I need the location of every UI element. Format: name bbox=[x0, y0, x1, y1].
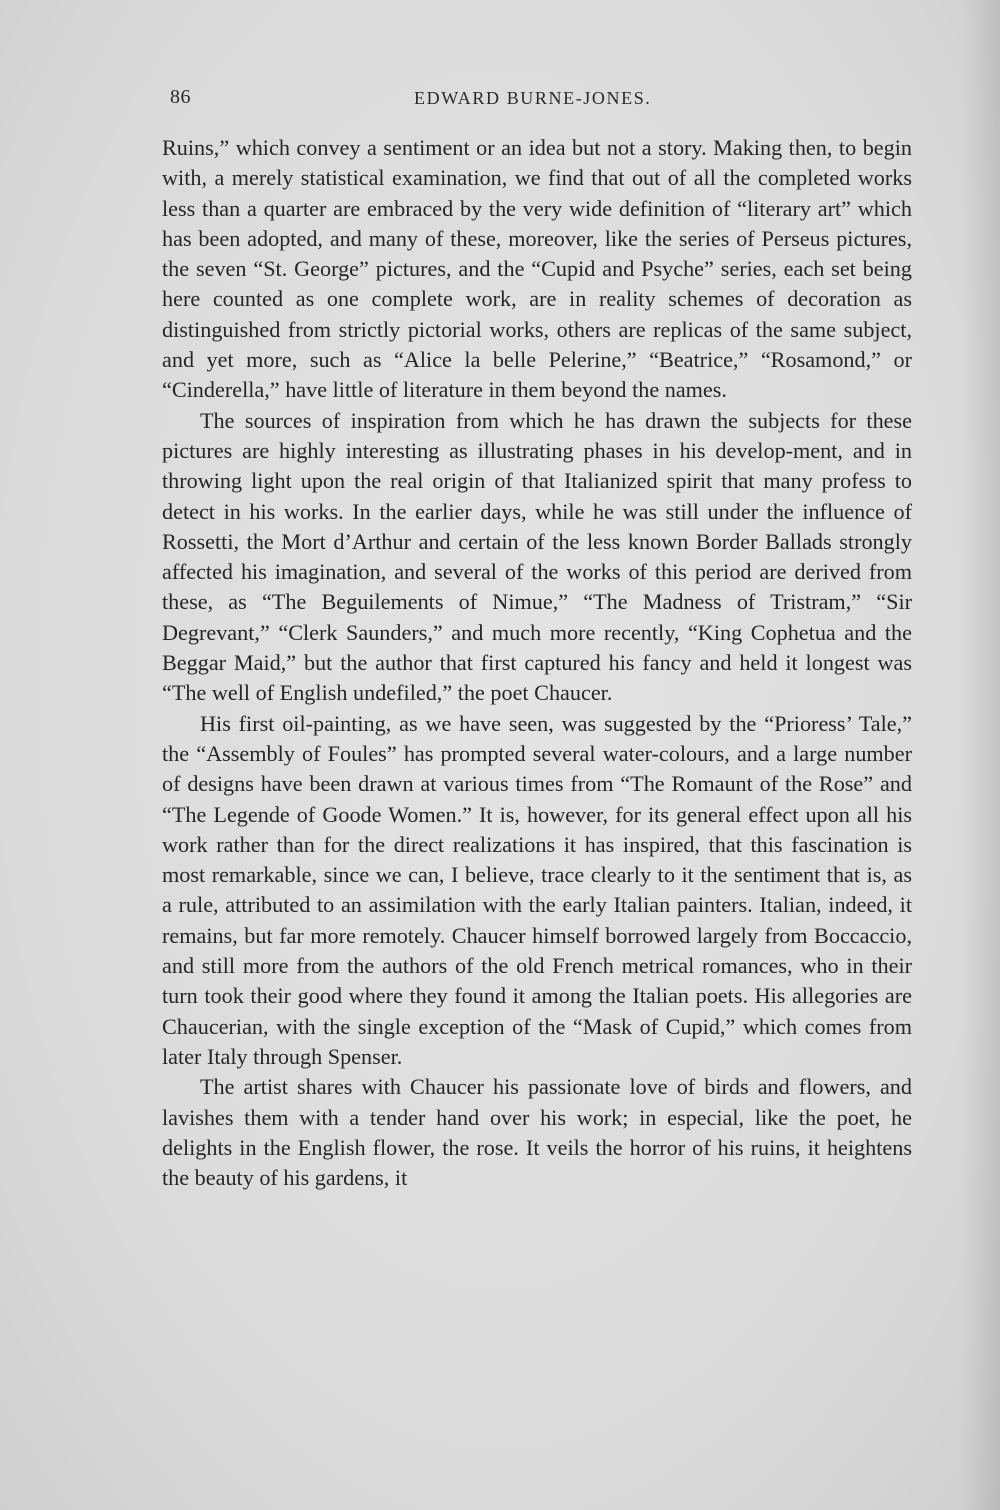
paragraph-1: Ruins,” which convey a sentiment or an idea but not a story. Making then, to begin with, a merely statistical examination, we find that out of all the completed works less than a quarter are embraced by the very wide definition of “literary art” which has been adopted, and many of these, moreover, like the series of Perseus pictures, the seven “St. George” pictures, and the “Cupid and Psyche” series, each set being here counted as one complete work, are in reality schemes of decoration as distinguished from strictly pictorial works, others are replicas of the same subject, and yet more, such as “Alice la belle Pelerine,” “Beatrice,” “Rosamond,” or “Cinderella,” have little of literature in them beyond the names. bbox=[162, 135, 912, 403]
running-head bbox=[170, 86, 912, 116]
page-number: 86 bbox=[170, 86, 191, 108]
running-title: EDWARD BURNE-JONES. bbox=[414, 88, 652, 108]
paragraph-4: The artist shares with Chaucer his passionate love of birds and flowers, and lavishes them with a tender hand over his work; in especial, like the poet, he delights in the English flower, the rose. It veils the horror of his ruins, it heightens the beauty of his gardens, it bbox=[162, 1074, 912, 1191]
paragraph-3: His first oil-painting, as we have seen, was suggested by the “Prioress’ Tale,” the “Assembly of Foules” has prompted several water-colours, and a large number of designs have been drawn at various times from “The Romaunt of the Rose” and “The Legende of Goode Women.” It is, however, for its general effect upon all his work rather than for the direct realizations it has inspired, that this fascination is most remarkable, since we can, I believe, trace clearly to it the sentiment that is, as a rule, attributed to an assimilation with the early Italian painters. Italian, indeed, it remains, but far more remotely. Chaucer himself borrowed largely from Boccaccio, and still more from the authors of the old French metrical romances, who in their turn took their good where they found it among the Italian poets. His allegories are Chaucerian, with the single exception of the “Mask of Cupid,” which comes from later Italy through Spenser. bbox=[162, 710, 912, 1069]
paragraph-2: The sources of inspiration from which he has drawn the subjects for these pictures are highly interesting as illustrating phases in his develop-ment, and in throwing light upon the real origin of that Italianized spirit that many profess to detect in his works. In the earlier days, while he was still under the influence of Rossetti, the Mort d’Arthur and certain of the less known Border Ballads strongly affected his imagination, and several of the works of this period are derived from these, as “The Beguilements of Nimue,” “The Madness of Tristram,” “Sir Degrevant,” “Clerk Saunders,” and much more recently, “King Cophetua and the Beggar Maid,” but the author that first captured his fancy and held it longest was “The well of English undefiled,” the poet Chaucer. bbox=[162, 407, 912, 706]
body-text bbox=[162, 133, 912, 1193]
page-edge-shadow bbox=[960, 0, 1000, 1510]
